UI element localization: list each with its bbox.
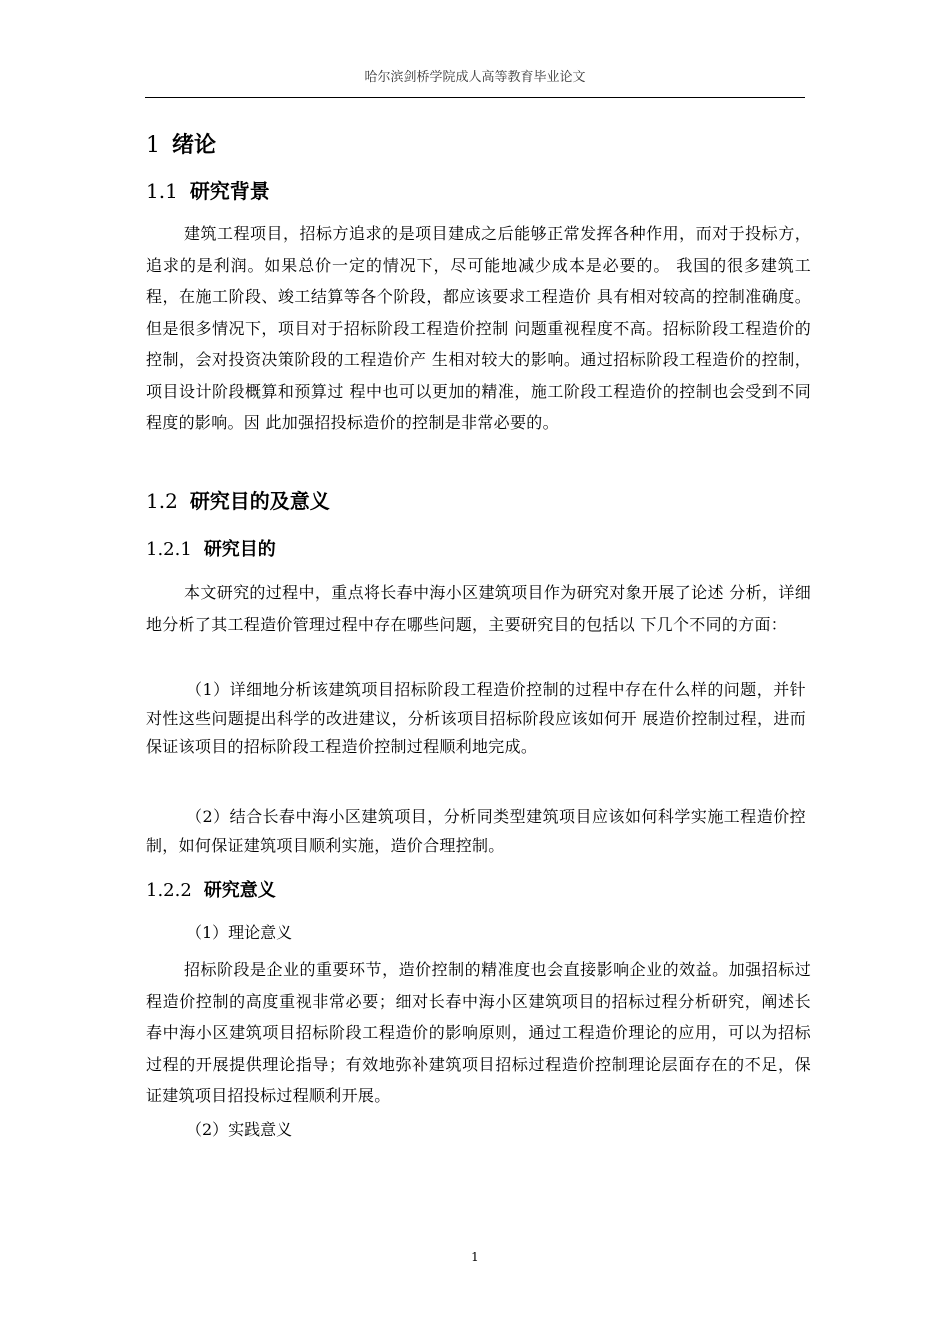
chapter-heading [146,128,216,159]
chapter-number: 1 [146,133,160,158]
section-number: 1.2 [146,489,178,513]
subsection-title: 研究目的 [203,539,276,560]
page-number: 1 [471,1250,479,1264]
section-title: 研究目的及意义 [189,489,330,513]
section-heading-1-2 [146,485,330,514]
section-title: 研究背景 [189,179,270,203]
section-number: 1.1 [146,179,178,203]
subsection-title: 研究意义 [203,880,276,901]
header-divider [145,97,805,98]
subsection-heading-1-2-2 [146,876,276,902]
purpose-item-2: （2）结合长春中海小区建筑项目，分析同类型建筑项目应该如何科学实施工程造价控制，如何保证建筑项目顺利实施，造价合理控制。 [146,807,806,855]
background-paragraph: 建筑工程项目，招标方追求的是项目建成之后能够正常发挥各种作用，而对于投标方，追求的是利润。如果总价一定的情况下，尽可能地减少成本是必要的。 我国的很多建筑工程，在施工阶段、竣工结算等各个阶段，都应该要求工程造价 具有相对较高的控制准确度。但是很多情况下，项目对于招标阶段工程造价控制 问题重视程度不高。招标阶段工程造价的控制，会对投资决策阶段的工程造价产 生相对较大的影响。通过招标阶段工程造价的控制，项目设计阶段概算和预算过 程中也可以更加的精准，施工阶段工程造价的控制也会受到不同程度的影响。因 此加强招投标造价的控制是非常必要的。 [146,224,811,432]
subsection-number: 1.2.2 [146,880,192,901]
page-header: 哈尔滨剑桥学院成人高等教育毕业论文 [364,70,586,85]
purpose-item-1: （1）详细地分析该建筑项目招标阶段工程造价控制的过程中存在什么样的问题，并针对性这些问题提出科学的改进建议，分析该项目招标阶段应该如何开 展造价控制过程，进而保证该项目的招标阶段工程造价控制过程顺利地完成。 [146,680,806,756]
section-heading-1-1 [146,175,270,204]
subsection-number: 1.2.1 [146,539,192,560]
chapter-title: 绪论 [172,133,217,158]
theory-significance-label: （1）理论意义 [186,923,293,942]
theory-paragraph: 招标阶段是企业的重要环节，造价控制的精准度也会直接影响企业的效益。加强招标过程造价控制的高度重视非常必要；细对长春中海小区建筑项目的招标过程分析研究，阐述长春中海小区建筑项目招标阶段工程造价的影响原则，通过工程造价理论的应用，可以为招标过程的开展提供理论指导；有效地弥补建筑项目招标过程造价控制理论层面存在的不足，保证建筑项目招投标过程顺利开展。 [146,960,811,1105]
subsection-heading-1-2-1 [146,535,276,561]
purpose-paragraph: 本文研究的过程中，重点将长春中海小区建筑项目作为研究对象开展了论述 分析，详细地分析了其工程造价管理过程中存在哪些问题，主要研究目的包括以 下几个不同的方面： [146,583,811,634]
practice-significance-label: （2）实践意义 [186,1120,293,1139]
